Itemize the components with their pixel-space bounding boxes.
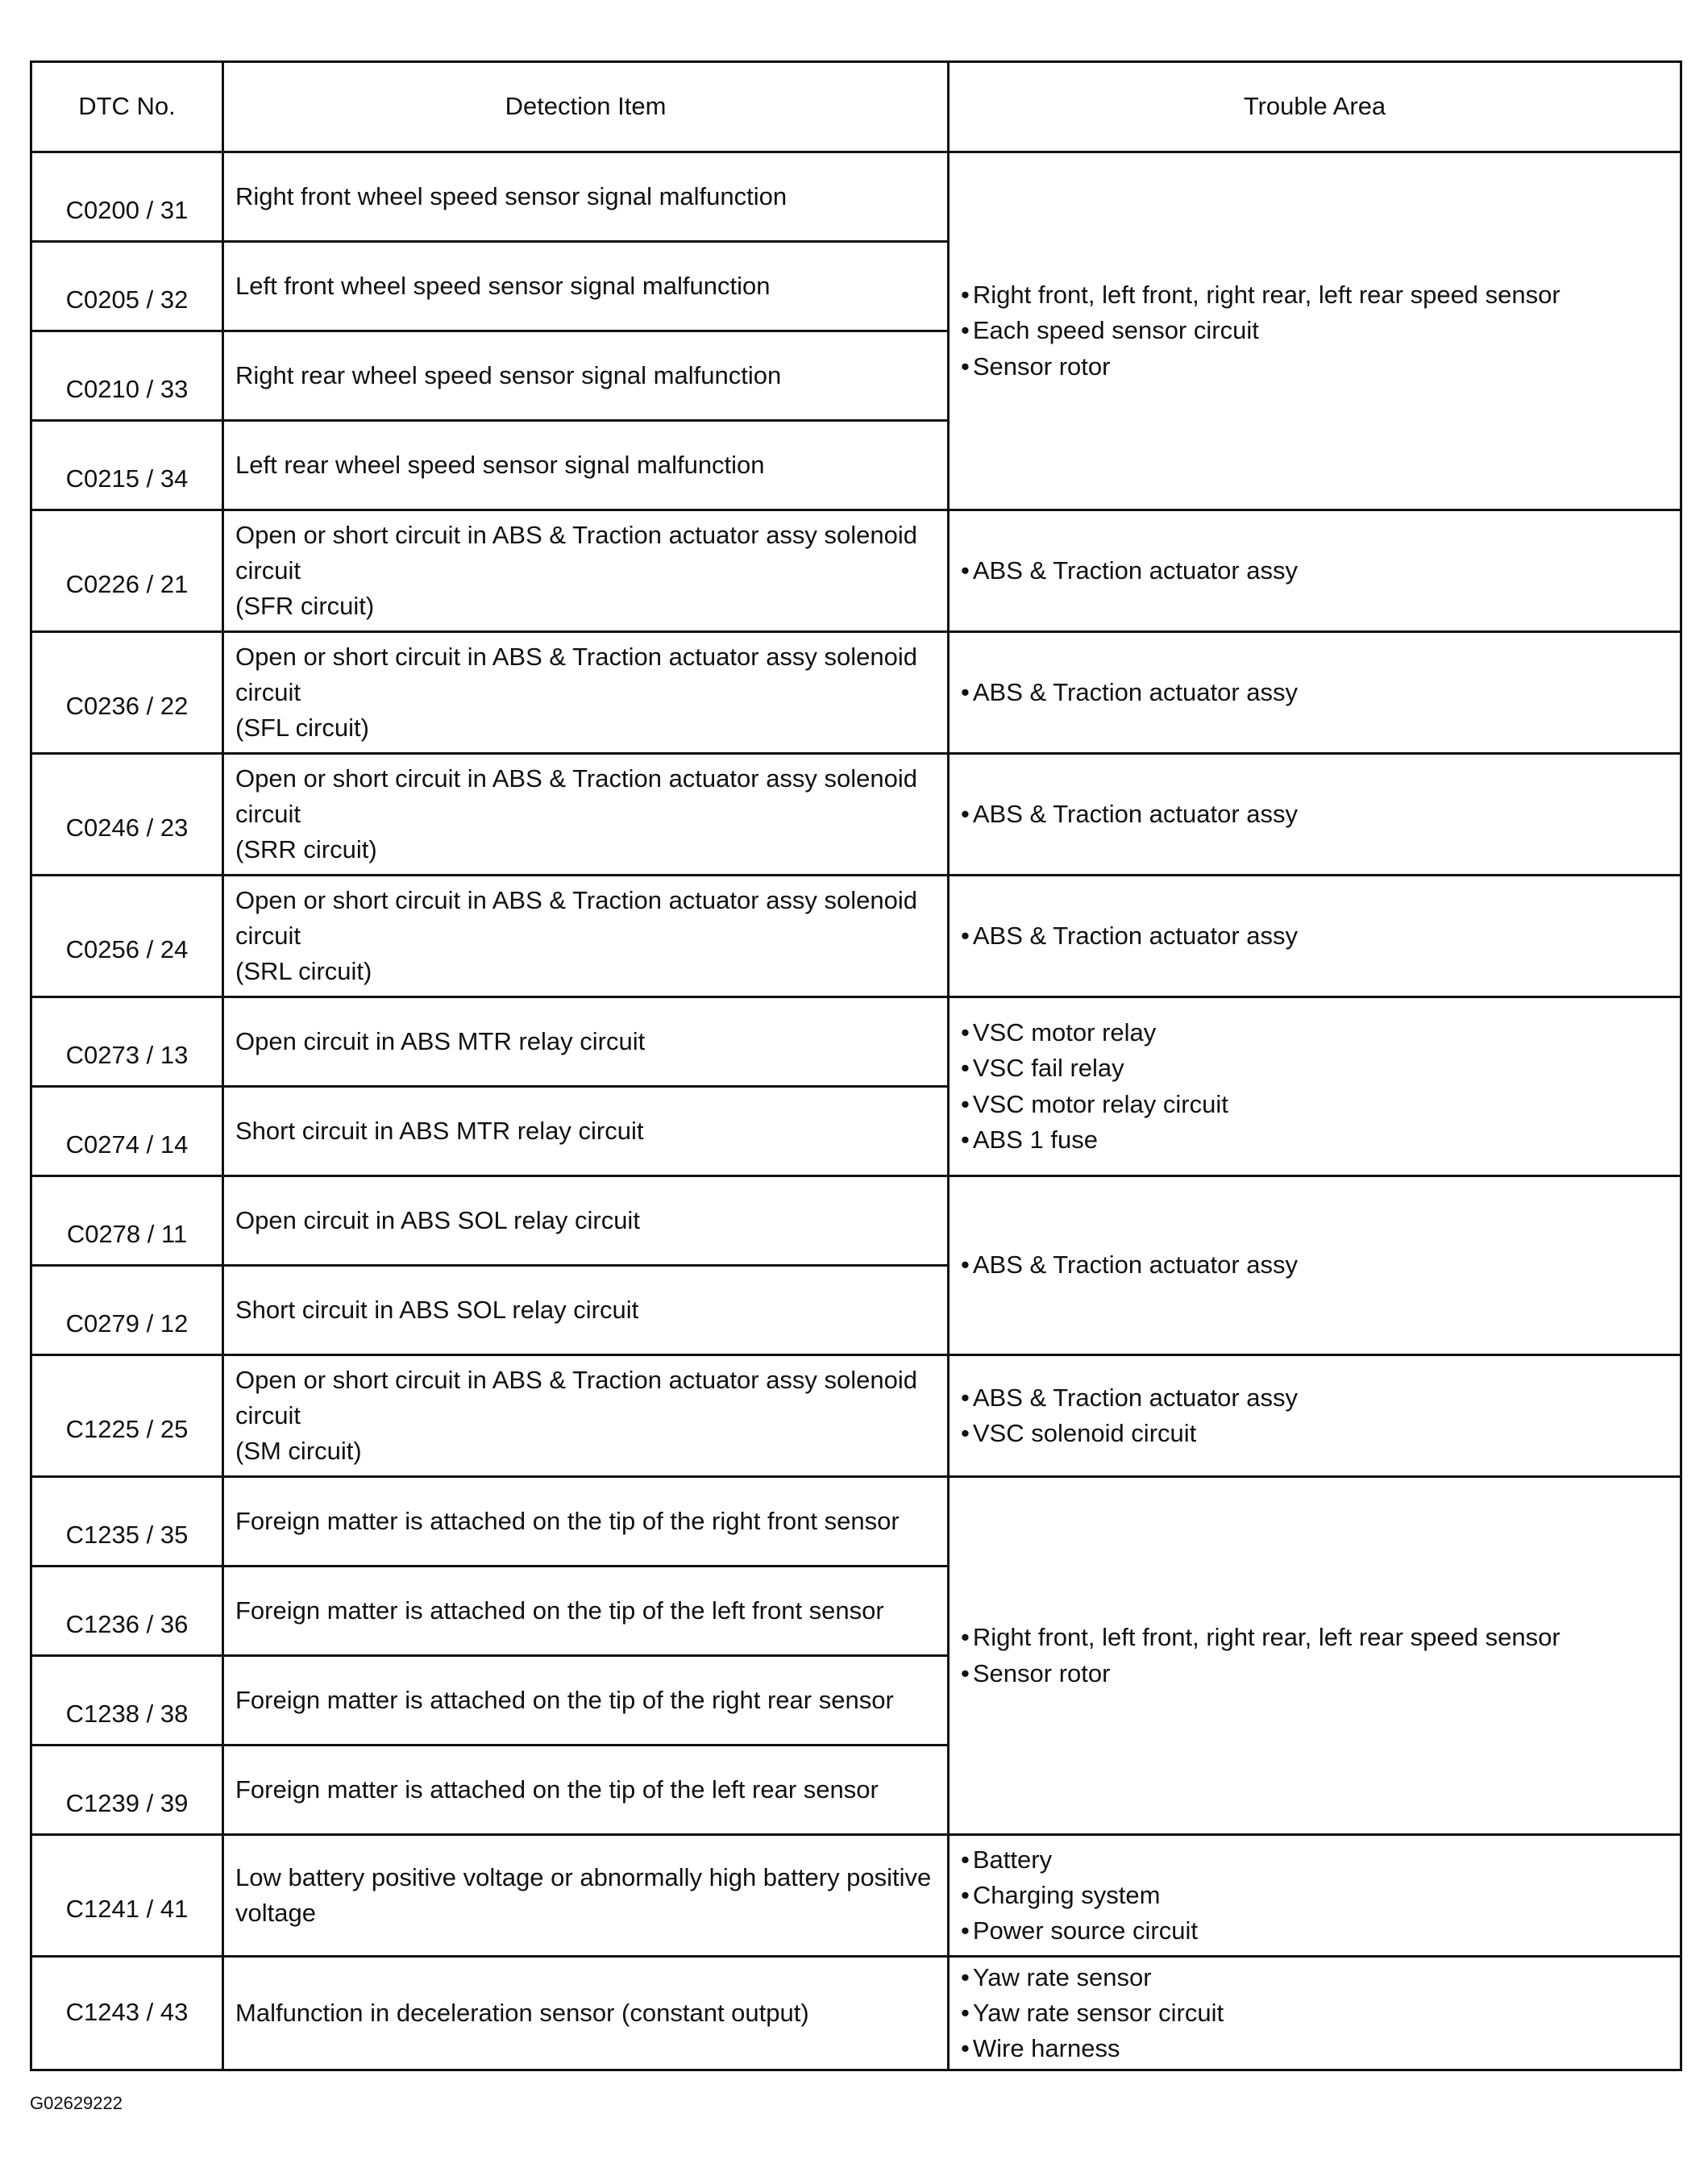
trouble-area-item: • ABS & Traction actuator assy: [961, 797, 1669, 832]
detection-item: Foreign matter is attached on the tip of the left front sensor: [223, 1567, 949, 1656]
dtc-code: C0279 / 12: [31, 1266, 223, 1355]
dtc-code: C1235 / 35: [31, 1477, 223, 1567]
dtc-code: C0210 / 33: [31, 331, 223, 421]
detection-item-line: Open or short circuit in ABS & Traction actuator assy solenoid: [235, 1365, 918, 1394]
detection-item: Foreign matter is attached on the tip of the right front sensor: [223, 1477, 949, 1567]
trouble-area: [949, 632, 1681, 754]
dtc-code: C1225 / 25: [31, 1355, 223, 1477]
dtc-table: [30, 60, 1682, 2071]
dtc-code: C1241 / 41: [31, 1835, 223, 1957]
trouble-area-item: • ABS & Traction actuator assy: [961, 1247, 1669, 1283]
trouble-area: [949, 754, 1681, 876]
detection-item: [223, 876, 949, 997]
detection-item: Short circuit in ABS SOL relay circuit: [223, 1266, 949, 1355]
figure-code: G02629222: [30, 2093, 123, 2113]
table-row: [31, 1477, 1681, 1567]
trouble-area-item: • Yaw rate sensor: [961, 1960, 1669, 1995]
trouble-area-item: • ABS & Traction actuator assy: [961, 675, 1669, 710]
trouble-area-item: • Power source circuit: [961, 1913, 1669, 1949]
detection-item: Short circuit in ABS MTR relay circuit: [223, 1087, 949, 1176]
trouble-area-item: • Each speed sensor circuit: [961, 313, 1669, 348]
header-detection-item: Detection Item: [223, 62, 949, 152]
detection-item: Right front wheel speed sensor signal malfunction: [223, 152, 949, 242]
detection-item-line: (SFR circuit): [235, 592, 375, 620]
table-row: [31, 1835, 1681, 1957]
table-row: [31, 632, 1681, 754]
trouble-area: [949, 1355, 1681, 1477]
dtc-code: C0274 / 14: [31, 1087, 223, 1176]
detection-item: Left front wheel speed sensor signal malfunction: [223, 242, 949, 331]
trouble-area-item: • VSC motor relay circuit: [961, 1087, 1669, 1122]
trouble-area-item: • Sensor rotor: [961, 1656, 1669, 1691]
dtc-code: C0273 / 13: [31, 997, 223, 1087]
table-row: [31, 1176, 1681, 1266]
detection-item: Foreign matter is attached on the tip of the left rear sensor: [223, 1746, 949, 1835]
trouble-area-item: • ABS 1 fuse: [961, 1122, 1669, 1158]
detection-item-line: (SM circuit): [235, 1437, 362, 1465]
detection-item-line: (SFL circuit): [235, 714, 369, 742]
table-row: [31, 510, 1681, 632]
trouble-area-item: • VSC fail relay: [961, 1051, 1669, 1086]
trouble-area-item: • Wire harness: [961, 2031, 1669, 2066]
detection-item-line: (SRR circuit): [235, 835, 377, 863]
detection-item: Malfunction in deceleration sensor (constant output): [223, 1957, 949, 2070]
table-row: [31, 997, 1681, 1087]
trouble-area: [949, 152, 1681, 510]
detection-item: [223, 510, 949, 632]
trouble-area-item: • ABS & Traction actuator assy: [961, 1380, 1669, 1416]
detection-item-line: Open or short circuit in ABS & Traction actuator assy solenoid: [235, 885, 918, 914]
detection-item: [223, 754, 949, 876]
detection-item: Left rear wheel speed sensor signal malfunction: [223, 421, 949, 510]
dtc-code: C0205 / 32: [31, 242, 223, 331]
detection-item: [223, 1355, 949, 1477]
dtc-code: C1236 / 36: [31, 1567, 223, 1656]
dtc-code: C0215 / 34: [31, 421, 223, 510]
trouble-area-item: • Right front, left front, right rear, left rear speed sensor: [961, 277, 1669, 313]
dtc-code: C1238 / 38: [31, 1656, 223, 1746]
trouble-area: [949, 1957, 1681, 2070]
header-trouble-area: Trouble Area: [949, 62, 1681, 152]
header-dtc: DTC No.: [31, 62, 223, 152]
trouble-area-item: • Right front, left front, right rear, left rear speed sensor: [961, 1620, 1669, 1655]
detection-item-line: Low battery positive voltage or abnormally high battery positive: [235, 1862, 932, 1891]
trouble-area: [949, 876, 1681, 997]
dtc-code: C0200 / 31: [31, 152, 223, 242]
detection-item: [223, 632, 949, 754]
header-row: [31, 62, 1681, 152]
trouble-area-item: • Sensor rotor: [961, 349, 1669, 385]
detection-item-line: (SRL circuit): [235, 957, 372, 985]
detection-item: [223, 1835, 949, 1957]
dtc-code: C1243 / 43: [31, 1957, 223, 2070]
dtc-code: C0278 / 11: [31, 1176, 223, 1266]
detection-item-line: circuit: [235, 799, 301, 828]
dtc-code: C0256 / 24: [31, 876, 223, 997]
trouble-area: [949, 1835, 1681, 1957]
detection-item: Open circuit in ABS SOL relay circuit: [223, 1176, 949, 1266]
table-row: [31, 1957, 1681, 2070]
trouble-area-item: • Yaw rate sensor circuit: [961, 1995, 1669, 2031]
trouble-area-item: • Charging system: [961, 1878, 1669, 1913]
detection-item-line: Open or short circuit in ABS & Traction actuator assy solenoid: [235, 764, 918, 793]
detection-item-line: circuit: [235, 921, 301, 950]
detection-item-line: Open or short circuit in ABS & Traction actuator assy solenoid: [235, 520, 918, 549]
table-row: [31, 754, 1681, 876]
trouble-area: [949, 997, 1681, 1176]
dtc-code: C1239 / 39: [31, 1746, 223, 1835]
detection-item-line: voltage: [235, 1899, 316, 1927]
trouble-area: [949, 1176, 1681, 1355]
dtc-code: C0246 / 23: [31, 754, 223, 876]
trouble-area: [949, 510, 1681, 632]
detection-item-line: Open or short circuit in ABS & Traction actuator assy solenoid: [235, 642, 918, 671]
table-row: [31, 1355, 1681, 1477]
trouble-area-item: • VSC solenoid circuit: [961, 1416, 1669, 1451]
dtc-code: C0226 / 21: [31, 510, 223, 632]
table-row: [31, 876, 1681, 997]
trouble-area-item: • ABS & Traction actuator assy: [961, 553, 1669, 589]
trouble-area-item: • Battery: [961, 1842, 1669, 1878]
trouble-area-item: • VSC motor relay: [961, 1015, 1669, 1051]
detection-item: Foreign matter is attached on the tip of the right rear sensor: [223, 1656, 949, 1746]
detection-item-line: circuit: [235, 555, 301, 585]
detection-item-line: circuit: [235, 677, 301, 706]
detection-item: Right rear wheel speed sensor signal malfunction: [223, 331, 949, 421]
dtc-code: C0236 / 22: [31, 632, 223, 754]
trouble-area-item: • ABS & Traction actuator assy: [961, 918, 1669, 954]
detection-item-line: circuit: [235, 1400, 301, 1429]
table-row: [31, 152, 1681, 242]
detection-item: Open circuit in ABS MTR relay circuit: [223, 997, 949, 1087]
trouble-area: [949, 1477, 1681, 1835]
